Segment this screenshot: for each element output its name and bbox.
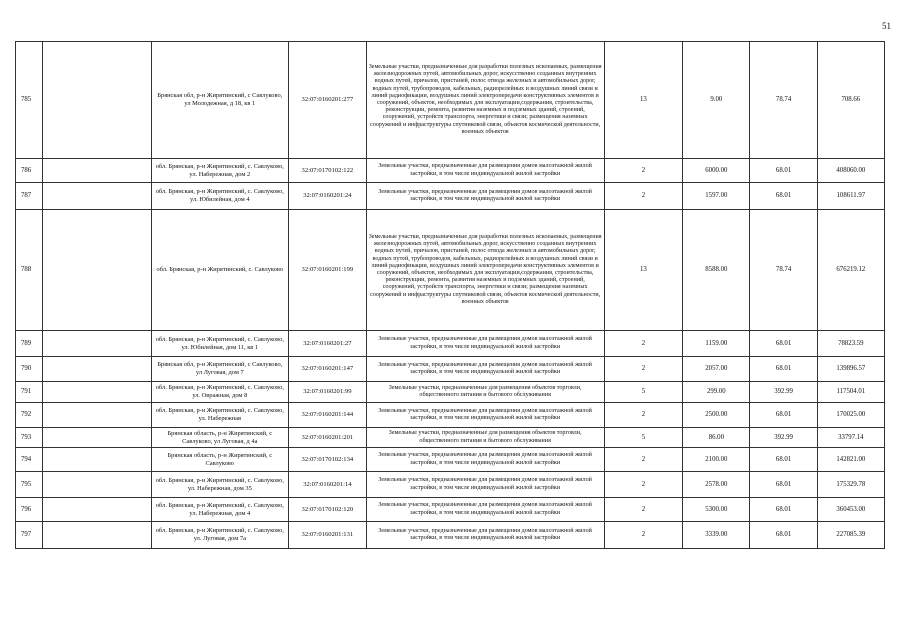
land-use-cell: Земельные участки, предназначенные для размещения домов малоэтажной жилой застройки, в том числе индивидуальной жилой застройки xyxy=(366,522,604,549)
spacer-cell xyxy=(42,448,151,472)
spacer-cell xyxy=(42,428,151,448)
cadastral-number-cell: 32:07:0160201:201 xyxy=(289,428,367,448)
land-use-cell: Земельные участки, предназначенные для разработки полезных ископаемых, размещения железнодорожных путей, автомобильных дорог, искусственно созданных внутренних водных путей, причалов, пристаней, полос отвода железных и автомобильных дорог, водных путей, трубопроводов, кабельных, радиорелейных и воздушных линий связи и линий радиофикации, воздушных линий электропередачи конструктивных элементов и сооружений, объектов, необходимых для эксплуатации,содержания, строительства, реконструкции, ремонта, развития наземных и подземных зданий, строений, сооружений, устройств транспорта, энергетики и связи; размещения наземных сооружений и инфраструктуры спутниковой связи, объектов космической деятельности, военных объектов xyxy=(366,42,604,159)
row-number: 793 xyxy=(16,428,43,448)
rate-cell: 68.01 xyxy=(750,183,817,210)
rate-cell: 68.01 xyxy=(750,472,817,498)
address-cell: обл. Брянская, р-н Жирятинский, с. Савлуково, ул. Луговая, дом 7а xyxy=(151,522,289,549)
area-cell: 5300.00 xyxy=(683,498,750,522)
table-body xyxy=(16,42,885,549)
cost-cell: 676219.12 xyxy=(817,210,884,331)
row-number: 787 xyxy=(16,183,43,210)
row-number: 796 xyxy=(16,498,43,522)
page-number: 51 xyxy=(882,21,891,31)
cadastral-number-cell: 32:07:0160201:147 xyxy=(289,357,367,382)
rate-cell: 68.01 xyxy=(750,357,817,382)
address-cell: обл. Брянская, р-н Жирятинский, с. Савлуково, ул. Набережная, дом 4 xyxy=(151,498,289,522)
group-cell: 13 xyxy=(604,42,683,159)
table-row xyxy=(16,382,885,403)
address-cell: Брянская обл, р-н Жирятинский, с Савлуково, ул Луговая, дом 7 xyxy=(151,357,289,382)
table-row xyxy=(16,159,885,183)
group-cell: 5 xyxy=(604,428,683,448)
address-cell: Брянская область, р-н Жирятинский, с Савлуково, ул Луговая, д 4а xyxy=(151,428,289,448)
cadastral-number-cell: 32:07:0160201:277 xyxy=(289,42,367,159)
land-use-cell: Земельные участки, предназначенные для размещения объектов торговли, общественного питания и бытового обслуживания xyxy=(366,428,604,448)
cost-cell: 139896.57 xyxy=(817,357,884,382)
row-number: 794 xyxy=(16,448,43,472)
address-cell: Брянская обл, р-н Жирятинский, с Савлуково, ул Молодежная, д 18, кв 1 xyxy=(151,42,289,159)
cost-cell: 708.66 xyxy=(817,42,884,159)
address-cell: Брянская область, р-н Жирятинский, с Савлуково xyxy=(151,448,289,472)
land-use-cell: Земельные участки, предназначенные для размещения домов малоэтажной жилой застройки, в том числе индивидуальной жилой застройки xyxy=(366,183,604,210)
address-cell: обл. Брянская, р-н Жирятинский, с. Савлуково, ул. Набережная xyxy=(151,403,289,428)
cost-cell: 360453.00 xyxy=(817,498,884,522)
spacer-cell xyxy=(42,472,151,498)
cadastral-number-cell: 32:07:0160201:27 xyxy=(289,331,367,357)
group-cell: 2 xyxy=(604,183,683,210)
table-row xyxy=(16,428,885,448)
address-cell: обл. Брянская, р-н Жирятинский, с. Савлуково, ул. Юбилейная, дом 4 xyxy=(151,183,289,210)
cadastral-number-cell: 32:07:0170102:120 xyxy=(289,498,367,522)
land-use-cell: Земельные участки, предназначенные для разработки полезных ископаемых, размещения железнодорожных путей, автомобильных дорог, искусственно созданных внутренних водных путей, причалов, пристаней, полос отвода железных и автомобильных дорог, водных путей, трубопроводов, кабельных, радиорелейных и воздушных линий связи и линий радиофикации, воздушных линий электропередачи конструктивных элементов и сооружений, объектов, необходимых для эксплуатации,содержания, строительства, реконструкции, ремонта, развития наземных и подземных зданий, строений, сооружений, устройств транспорта, энергетики и связи; размещения наземных сооружений и инфраструктуры спутниковой связи, объектов космической деятельности, военных объектов xyxy=(366,210,604,331)
rate-cell: 68.01 xyxy=(750,522,817,549)
land-use-cell: Земельные участки, предназначенные для размещения домов малоэтажной жилой застройки, в том числе индивидуальной жилой застройки xyxy=(366,159,604,183)
area-cell: 2500.00 xyxy=(683,403,750,428)
table-row xyxy=(16,183,885,210)
land-use-cell: Земельные участки, предназначенные для размещения домов малоэтажной жилой застройки, в том числе индивидуальной жилой застройки xyxy=(366,448,604,472)
table-row xyxy=(16,403,885,428)
spacer-cell xyxy=(42,403,151,428)
area-cell: 299.00 xyxy=(683,382,750,403)
group-cell: 5 xyxy=(604,382,683,403)
row-number: 797 xyxy=(16,522,43,549)
table-row xyxy=(16,42,885,159)
cadastral-table xyxy=(15,41,885,549)
table-row xyxy=(16,522,885,549)
address-cell: обл. Брянская, р-н Жирятинский, с. Савлуково, ул. Юбилейная, дом 11, кв 1 xyxy=(151,331,289,357)
group-cell: 2 xyxy=(604,472,683,498)
group-cell: 2 xyxy=(604,448,683,472)
rate-cell: 392.99 xyxy=(750,428,817,448)
spacer-cell xyxy=(42,498,151,522)
row-number: 785 xyxy=(16,42,43,159)
cost-cell: 170025.00 xyxy=(817,403,884,428)
land-use-cell: Земельные участки, предназначенные для размещения домов малоэтажной жилой застройки, в том числе индивидуальной жилой застройки xyxy=(366,331,604,357)
row-number: 789 xyxy=(16,331,43,357)
area-cell: 6000.00 xyxy=(683,159,750,183)
rate-cell: 68.01 xyxy=(750,331,817,357)
cadastral-number-cell: 32:07:0160201:199 xyxy=(289,210,367,331)
cost-cell: 142821.00 xyxy=(817,448,884,472)
group-cell: 2 xyxy=(604,498,683,522)
address-cell: обл. Брянская, р-н Жирятинский, с. Савлуково, ул. Овражная, дом 8 xyxy=(151,382,289,403)
cadastral-number-cell: 32:07:0170102:122 xyxy=(289,159,367,183)
table-row xyxy=(16,331,885,357)
row-number: 791 xyxy=(16,382,43,403)
rate-cell: 68.01 xyxy=(750,403,817,428)
rate-cell: 68.01 xyxy=(750,498,817,522)
group-cell: 2 xyxy=(604,159,683,183)
cadastral-number-cell: 32:07:0160201:99 xyxy=(289,382,367,403)
rate-cell: 68.01 xyxy=(750,159,817,183)
group-cell: 2 xyxy=(604,522,683,549)
group-cell: 2 xyxy=(604,357,683,382)
land-use-cell: Земельные участки, предназначенные для размещения домов малоэтажной жилой застройки, в том числе индивидуальной жилой застройки xyxy=(366,357,604,382)
spacer-cell xyxy=(42,331,151,357)
area-cell: 2100.00 xyxy=(683,448,750,472)
group-cell: 2 xyxy=(604,403,683,428)
group-cell: 13 xyxy=(604,210,683,331)
table-row xyxy=(16,498,885,522)
table-row xyxy=(16,448,885,472)
cost-cell: 408060.00 xyxy=(817,159,884,183)
spacer-cell xyxy=(42,210,151,331)
cost-cell: 175329.78 xyxy=(817,472,884,498)
land-use-cell: Земельные участки, предназначенные для размещения домов малоэтажной жилой застройки, в том числе индивидуальной жилой застройки xyxy=(366,498,604,522)
rate-cell: 78.74 xyxy=(750,42,817,159)
row-number: 792 xyxy=(16,403,43,428)
area-cell: 3339.00 xyxy=(683,522,750,549)
row-number: 786 xyxy=(16,159,43,183)
address-cell: обл. Брянская, р-н Жирятинский, с. Савлуково, ул. Набережная, дом 2 xyxy=(151,159,289,183)
group-cell: 2 xyxy=(604,331,683,357)
table-row xyxy=(16,357,885,382)
cost-cell: 227085.39 xyxy=(817,522,884,549)
rate-cell: 78.74 xyxy=(750,210,817,331)
spacer-cell xyxy=(42,183,151,210)
address-cell: обл. Брянская, р-н Жирятинский, с. Савлуково xyxy=(151,210,289,331)
rate-cell: 68.01 xyxy=(750,448,817,472)
spacer-cell xyxy=(42,522,151,549)
cadastral-number-cell: 32:07:0170102:134 xyxy=(289,448,367,472)
area-cell: 9.00 xyxy=(683,42,750,159)
spacer-cell xyxy=(42,42,151,159)
table-row xyxy=(16,210,885,331)
cadastral-number-cell: 32:07:0160201:24 xyxy=(289,183,367,210)
cadastral-number-cell: 32:07:0160201:14 xyxy=(289,472,367,498)
cost-cell: 33797.14 xyxy=(817,428,884,448)
rate-cell: 392.99 xyxy=(750,382,817,403)
cadastral-number-cell: 32:07:0160201:131 xyxy=(289,522,367,549)
address-cell: обл. Брянская, р-н Жирятинский, с. Савлуково, ул. Набережная, дом 35 xyxy=(151,472,289,498)
row-number: 790 xyxy=(16,357,43,382)
spacer-cell xyxy=(42,357,151,382)
land-use-cell: Земельные участки, предназначенные для размещения домов малоэтажной жилой застройки, в том числе индивидуальной жилой застройки xyxy=(366,403,604,428)
area-cell: 86.00 xyxy=(683,428,750,448)
table-row xyxy=(16,472,885,498)
area-cell: 2057.00 xyxy=(683,357,750,382)
area-cell: 2578.00 xyxy=(683,472,750,498)
row-number: 795 xyxy=(16,472,43,498)
cost-cell: 108611.97 xyxy=(817,183,884,210)
area-cell: 8588.00 xyxy=(683,210,750,331)
area-cell: 1597.00 xyxy=(683,183,750,210)
spacer-cell xyxy=(42,382,151,403)
land-use-cell: Земельные участки, предназначенные для размещения объектов торговли, общественного питания и бытового обслуживания xyxy=(366,382,604,403)
land-use-cell: Земельные участки, предназначенные для размещения домов малоэтажной жилой застройки, в том числе индивидуальной жилой застройки xyxy=(366,472,604,498)
cadastral-number-cell: 32:07:0160201:144 xyxy=(289,403,367,428)
cost-cell: 78823.59 xyxy=(817,331,884,357)
row-number: 788 xyxy=(16,210,43,331)
cost-cell: 117504.01 xyxy=(817,382,884,403)
area-cell: 1159.00 xyxy=(683,331,750,357)
spacer-cell xyxy=(42,159,151,183)
